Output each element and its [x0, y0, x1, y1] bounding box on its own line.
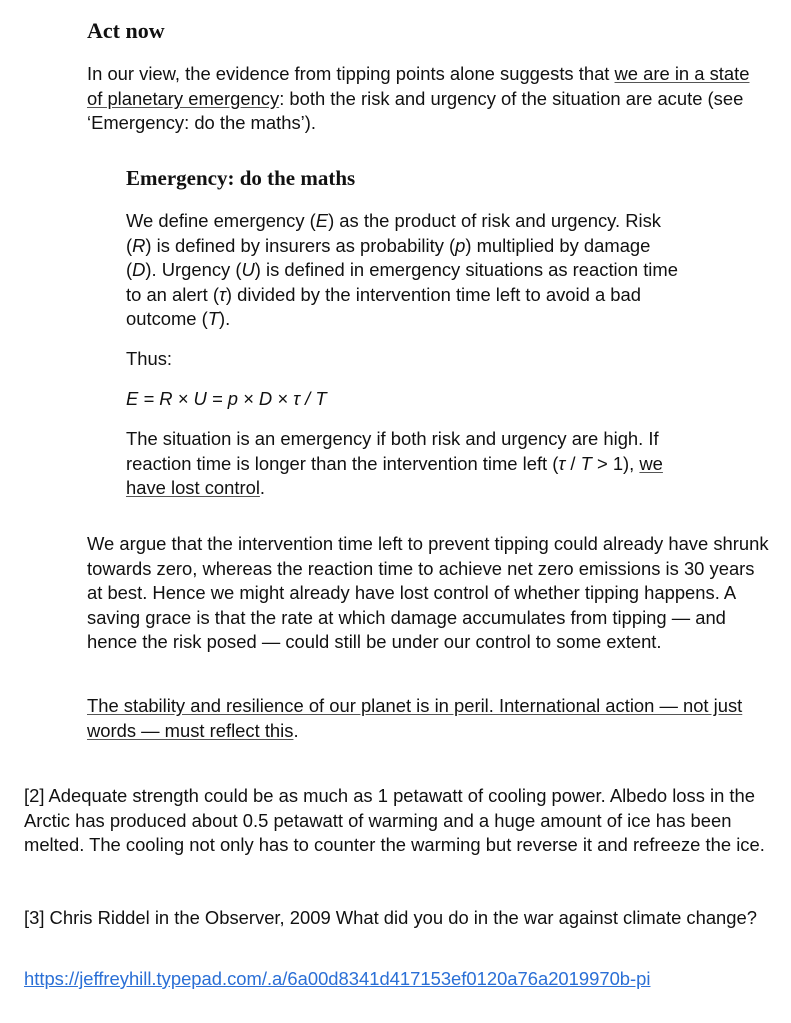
emergency-definition: [126, 209, 686, 332]
act-now-paragraph: [87, 62, 767, 136]
box-heading: Emergency: do the maths: [126, 166, 356, 190]
text: .: [293, 719, 299, 741]
text: In our view, the evidence from tipping points alone suggests that: [87, 63, 615, 84]
footnote-2: [2] Adequate strength could be as much as 1 petawatt of cooling power. Albedo loss in the Arctic has produced about 0.5 petawatt of warming and a huge amount of ice has been melted. The cooling not only has to counter the warming but reverse it and refreeze the ice.: [24, 785, 765, 855]
peril-paragraph: [87, 694, 772, 743]
text: : both the risk and urgency of the situation are acute (see ‘Emergency: do the maths’).: [87, 87, 744, 133]
var-U: U: [241, 259, 255, 280]
text: ) as the product of risk and urgency. Risk (: [126, 210, 661, 256]
var-p: p: [455, 234, 466, 256]
planetary-emergency-link[interactable]: we are in a state of planetary emergency: [87, 63, 750, 109]
text: ) is defined in emergency situations as reaction time to an alert (: [126, 259, 678, 305]
text: ) is defined by insurers as probability (: [145, 234, 456, 256]
lost-control-link[interactable]: we have lost control: [126, 452, 663, 498]
text: .: [259, 477, 266, 498]
thus-label: Thus:: [126, 348, 172, 369]
peril-link[interactable]: The stability and resilience of our planet is in peril. International action — not just words — must reflect this: [87, 695, 743, 741]
emergency-formula: E = R × U = p × D × τ / T: [126, 388, 327, 409]
footnote-3-url-link[interactable]: https://jeffreyhill.typepad.com/.a/6a00d8341d417153ef0120a76a2019970b-pi: [24, 968, 651, 989]
var-D: D: [132, 259, 146, 280]
var-R: R: [132, 234, 146, 256]
footnote-3: [3] Chris Riddel in the Observer, 2009 What did you do in the war against climate change?: [24, 907, 757, 928]
var-tau: τ: [219, 283, 226, 305]
emergency-conclusion: [126, 427, 671, 501]
text: /: [565, 452, 581, 474]
text: ) divided by the intervention time left to avoid a bad outcome (: [126, 283, 641, 329]
var-E: E: [315, 210, 329, 231]
text: > 1),: [591, 452, 640, 474]
text: ) multiplied by damage (: [126, 234, 651, 280]
text: The situation is an emergency if both risk and urgency are high. If reaction time is longer than the intervention time left (: [126, 428, 659, 474]
var-tau: τ: [558, 452, 566, 474]
section-heading-act-now: Act now: [87, 18, 165, 43]
text: ). Urgency (: [145, 259, 242, 280]
text: ).: [219, 308, 231, 329]
argue-paragraph: We argue that the intervention time left to prevent tipping could already have shrunk towards zero, whereas the reaction time to achieve net zero emissions is 30 years at best. Hence we might already have lost control of whether tipping happens. A saving grace is that the rate at which damage accumulates from tipping — and hence the risk posed — could still be under our control to some extent.: [87, 533, 769, 652]
var-T: T: [207, 308, 220, 329]
var-T: T: [580, 452, 592, 474]
text: We define emergency (: [126, 210, 316, 231]
